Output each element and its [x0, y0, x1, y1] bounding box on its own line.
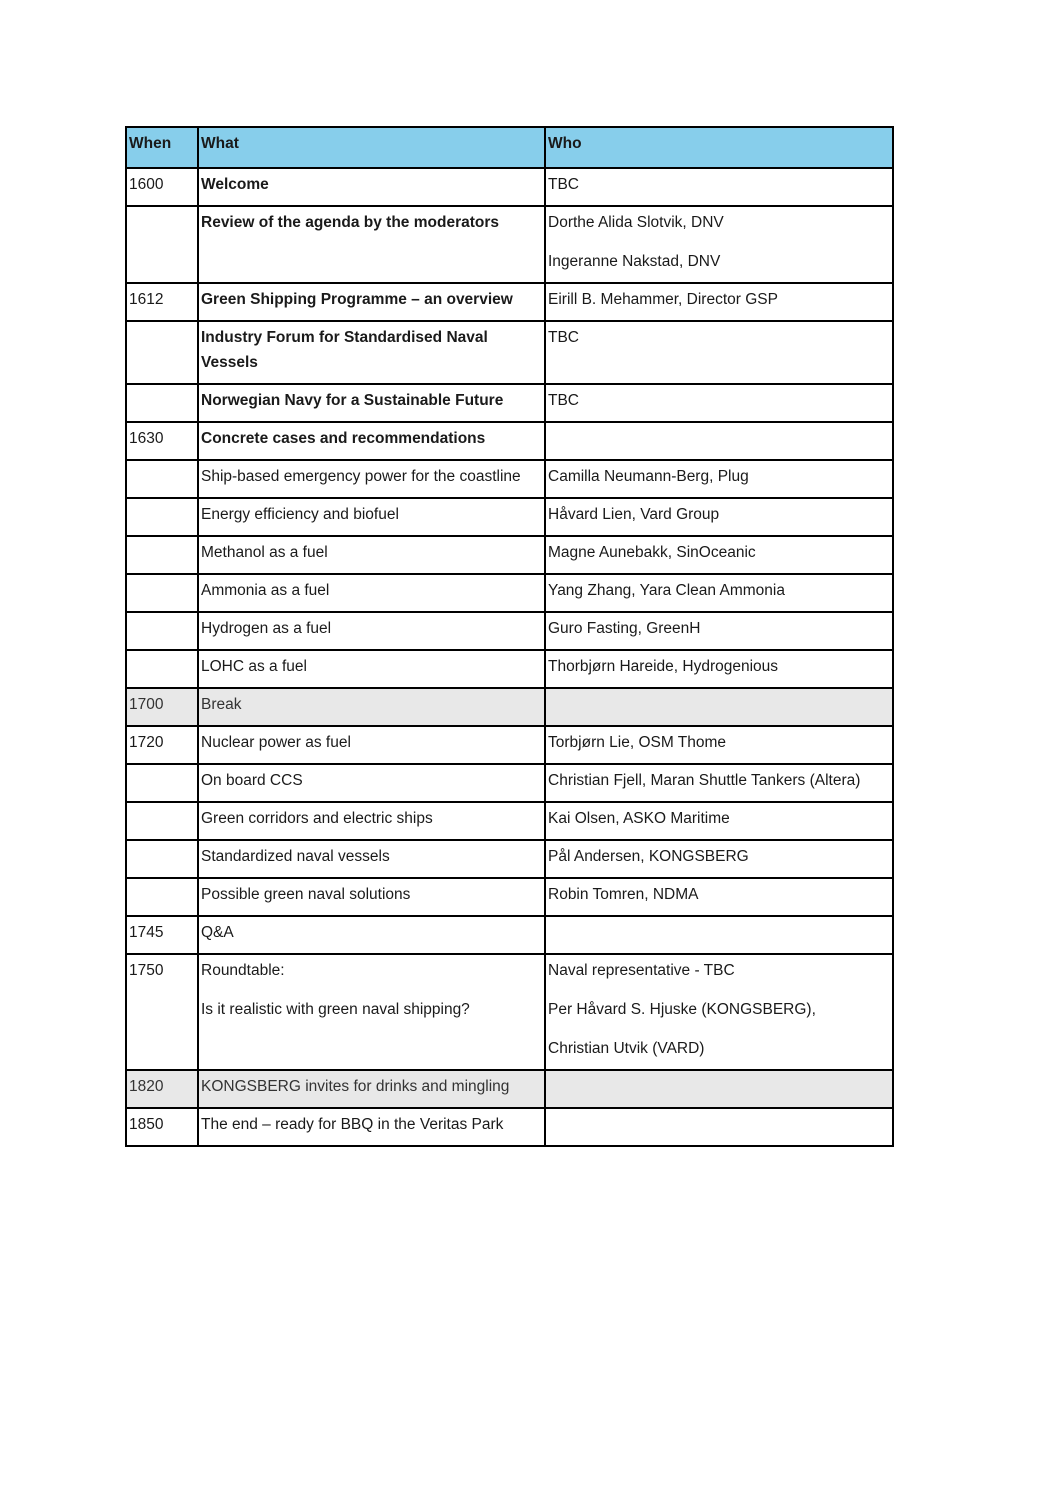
- cell-what: [198, 321, 545, 384]
- cell-who: [545, 498, 893, 536]
- cell-what: [198, 688, 545, 726]
- who-line: Torbjørn Lie, OSM Thome: [548, 734, 727, 751]
- who-line: Pål Andersen, KONGSBERG: [548, 848, 749, 865]
- what-line: Standardized naval vessels: [201, 848, 390, 865]
- who-line: Håvard Lien, Vard Group: [548, 506, 720, 523]
- table-row: [126, 498, 893, 536]
- cell-what: [198, 283, 545, 321]
- what-line: Welcome: [201, 176, 269, 193]
- who-line: TBC: [548, 392, 579, 409]
- header-when: When: [126, 127, 198, 168]
- who-line: Magne Aunebakk, SinOceanic: [548, 544, 756, 561]
- table-row: [126, 384, 893, 422]
- table-row: [126, 1108, 893, 1146]
- cell-what: [198, 498, 545, 536]
- cell-who: [545, 574, 893, 612]
- agenda-body: [126, 168, 893, 1146]
- cell-when: [126, 840, 198, 878]
- what-line: Ship-based emergency power for the coastline: [201, 468, 521, 485]
- who-line: Eirill B. Mehammer, Director GSP: [548, 291, 778, 308]
- cell-what: [198, 168, 545, 206]
- who-line: Kai Olsen, ASKO Maritime: [548, 810, 730, 827]
- cell-what: [198, 612, 545, 650]
- cell-who: [545, 536, 893, 574]
- what-line: Industry Forum for Standardised Naval Vessels: [201, 329, 488, 371]
- cell-who: [545, 422, 893, 460]
- cell-who: [545, 878, 893, 916]
- header-who: Who: [545, 127, 893, 168]
- table-row: [126, 764, 893, 802]
- table-row: [126, 954, 893, 1070]
- who-line: Robin Tomren, NDMA: [548, 886, 699, 903]
- who-line: TBC: [548, 176, 579, 193]
- cell-what: [198, 878, 545, 916]
- cell-who: [545, 764, 893, 802]
- cell-what: [198, 726, 545, 764]
- cell-who: [545, 168, 893, 206]
- table-row: [126, 168, 893, 206]
- cell-who: [545, 726, 893, 764]
- what-line: Roundtable:: [201, 962, 285, 979]
- cell-who: [545, 206, 893, 283]
- table-row: [126, 574, 893, 612]
- cell-what: [198, 802, 545, 840]
- cell-when: 1750: [126, 954, 198, 1070]
- table-row: [126, 688, 893, 726]
- cell-what: [198, 206, 545, 283]
- cell-when: 1745: [126, 916, 198, 954]
- cell-when: [126, 498, 198, 536]
- cell-what: [198, 460, 545, 498]
- what-line: KONGSBERG invites for drinks and mingling: [201, 1078, 510, 1095]
- cell-when: 1700: [126, 688, 198, 726]
- cell-what: [198, 1070, 545, 1108]
- who-line: Thorbjørn Hareide, Hydrogenious: [548, 658, 779, 675]
- cell-who: [545, 612, 893, 650]
- what-line: Hydrogen as a fuel: [201, 620, 332, 637]
- cell-what: [198, 536, 545, 574]
- table-row: [126, 206, 893, 283]
- cell-who: [545, 802, 893, 840]
- cell-who: [545, 954, 893, 1070]
- what-line: Methanol as a fuel: [201, 544, 328, 561]
- cell-when: [126, 650, 198, 688]
- what-line: On board CCS: [201, 772, 303, 789]
- cell-who: [545, 1070, 893, 1108]
- who-line: Christian Fjell, Maran Shuttle Tankers (Altera): [548, 772, 861, 789]
- table-row: [126, 650, 893, 688]
- who-line: Camilla Neumann-Berg, Plug: [548, 468, 749, 485]
- table-row: [126, 726, 893, 764]
- cell-what: [198, 1108, 545, 1146]
- table-row: [126, 536, 893, 574]
- what-line: Review of the agenda by the moderators: [201, 214, 500, 231]
- who-line: Christian Utvik (VARD): [548, 1040, 705, 1057]
- cell-when: [126, 878, 198, 916]
- table-row: [126, 878, 893, 916]
- table-row: [126, 321, 893, 384]
- who-line: Ingeranne Nakstad, DNV: [548, 253, 721, 270]
- cell-what: [198, 916, 545, 954]
- table-row: [126, 612, 893, 650]
- cell-when: [126, 802, 198, 840]
- what-line: Green Shipping Programme – an overview: [201, 291, 513, 308]
- who-line: Yang Zhang, Yara Clean Ammonia: [548, 582, 785, 599]
- cell-what: [198, 954, 545, 1070]
- who-line: Naval representative - TBC: [548, 962, 735, 979]
- what-line: Nuclear power as fuel: [201, 734, 351, 751]
- cell-when: [126, 574, 198, 612]
- cell-when: 1820: [126, 1070, 198, 1108]
- cell-what: [198, 840, 545, 878]
- what-line: Possible green naval solutions: [201, 886, 411, 903]
- header-what: What: [198, 127, 545, 168]
- what-line: Energy efficiency and biofuel: [201, 506, 399, 523]
- cell-who: [545, 840, 893, 878]
- cell-when: [126, 536, 198, 574]
- what-line: LOHC as a fuel: [201, 658, 307, 675]
- cell-when: [126, 612, 198, 650]
- table-row: [126, 460, 893, 498]
- what-line: Ammonia as a fuel: [201, 582, 330, 599]
- cell-when: [126, 764, 198, 802]
- what-line: Is it realistic with green naval shipping?: [201, 1001, 470, 1018]
- cell-who: [545, 916, 893, 954]
- who-line: TBC: [548, 329, 579, 346]
- what-line: Break: [201, 696, 242, 713]
- cell-what: [198, 384, 545, 422]
- cell-who: [545, 1108, 893, 1146]
- who-line: Guro Fasting, GreenH: [548, 620, 701, 637]
- table-row: [126, 283, 893, 321]
- cell-when: [126, 384, 198, 422]
- cell-when: 1850: [126, 1108, 198, 1146]
- what-line: Norwegian Navy for a Sustainable Future: [201, 392, 504, 409]
- what-line: Q&A: [201, 924, 234, 941]
- what-line: The end – ready for BBQ in the Veritas Park: [201, 1116, 504, 1133]
- cell-when: 1630: [126, 422, 198, 460]
- table-row: [126, 916, 893, 954]
- cell-who: [545, 321, 893, 384]
- cell-what: [198, 764, 545, 802]
- who-line: Per Håvard S. Hjuske (KONGSBERG),: [548, 1001, 816, 1018]
- header-row: [126, 127, 893, 168]
- cell-when: [126, 460, 198, 498]
- cell-who: [545, 283, 893, 321]
- cell-who: [545, 384, 893, 422]
- cell-when: 1600: [126, 168, 198, 206]
- cell-when: [126, 321, 198, 384]
- cell-when: 1720: [126, 726, 198, 764]
- cell-what: [198, 574, 545, 612]
- table-row: [126, 840, 893, 878]
- what-line: Concrete cases and recommendations: [201, 430, 486, 447]
- table-row: [126, 1070, 893, 1108]
- table-row: [126, 422, 893, 460]
- cell-who: [545, 460, 893, 498]
- cell-what: [198, 650, 545, 688]
- who-line: Dorthe Alida Slotvik, DNV: [548, 214, 724, 231]
- cell-who: [545, 650, 893, 688]
- cell-when: 1612: [126, 283, 198, 321]
- cell-who: [545, 688, 893, 726]
- what-line: Green corridors and electric ships: [201, 810, 433, 827]
- cell-when: [126, 206, 198, 283]
- agenda-table: [125, 126, 894, 1147]
- cell-what: [198, 422, 545, 460]
- table-row: [126, 802, 893, 840]
